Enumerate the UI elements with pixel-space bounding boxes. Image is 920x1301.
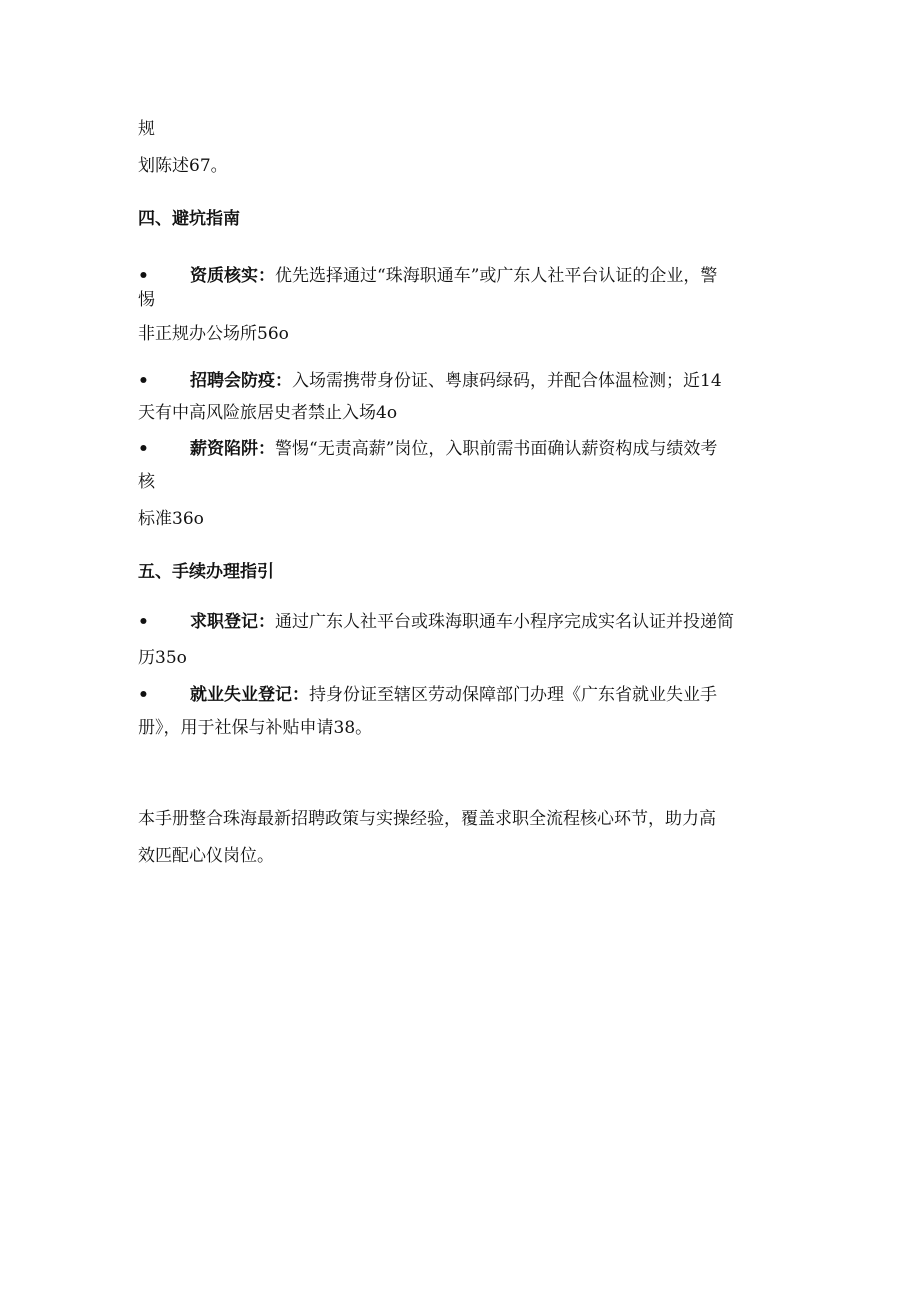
item-label: 求职登记： — [190, 612, 275, 632]
item-wrap: 非正规办公场所56o — [138, 324, 289, 344]
bullet-icon: • — [138, 612, 149, 632]
bullet-icon: • — [138, 685, 149, 705]
item-label: 薪资陷阱： — [190, 439, 275, 459]
item-wrap: 历35o — [138, 648, 187, 668]
item-label: 招聘会防疫： — [190, 371, 292, 391]
item-label: 就业失业登记： — [190, 685, 309, 705]
list-item — [190, 683, 717, 707]
item-wrap: 天有中高风险旅居史者禁止入场4o — [138, 403, 398, 423]
item-text: 警惕“无责高薪”岗位，入职前需书面确认薪资构成与绩效考 — [275, 439, 718, 459]
list-item — [190, 369, 722, 393]
item-text: 优先选择通过“珠海职通车”或广东人社平台认证的企业，警 — [275, 266, 718, 286]
summary-line-2: 效匹配心仪岗位。 — [138, 846, 274, 866]
item-wrap: 核 — [138, 472, 155, 492]
list-item — [190, 437, 717, 461]
bullet-icon: • — [138, 371, 149, 391]
summary-line-1: 本手册整合珠海最新招聘政策与实操经验，覆盖求职全流程核心环节，助力高 — [138, 809, 716, 829]
bullet-icon: • — [138, 439, 149, 459]
item-wrap: 惕 — [138, 290, 155, 310]
bullet-icon: • — [138, 266, 149, 286]
intro-line-2: 划陈述67。 — [138, 156, 228, 176]
item-text: 入场需携带身份证、粤康码绿码，并配合体温检测；近14 — [292, 371, 722, 391]
intro-line-1: 规 — [138, 119, 155, 139]
item-label: 资质核实： — [190, 266, 275, 286]
item-wrap: 标准36o — [138, 509, 204, 529]
item-text: 持身份证至辖区劳动保障部门办理《广东省就业失业手 — [309, 685, 717, 705]
section4-heading: 四、避坑指南 — [138, 209, 240, 229]
item-wrap: 册》，用于社保与补贴申请38。 — [138, 718, 373, 738]
item-text: 通过广东人社平台或珠海职通车小程序完成实名认证并投递简 — [275, 612, 734, 632]
section5-heading: 五、手续办理指引 — [138, 562, 274, 582]
list-item — [190, 264, 717, 288]
list-item — [190, 610, 734, 634]
